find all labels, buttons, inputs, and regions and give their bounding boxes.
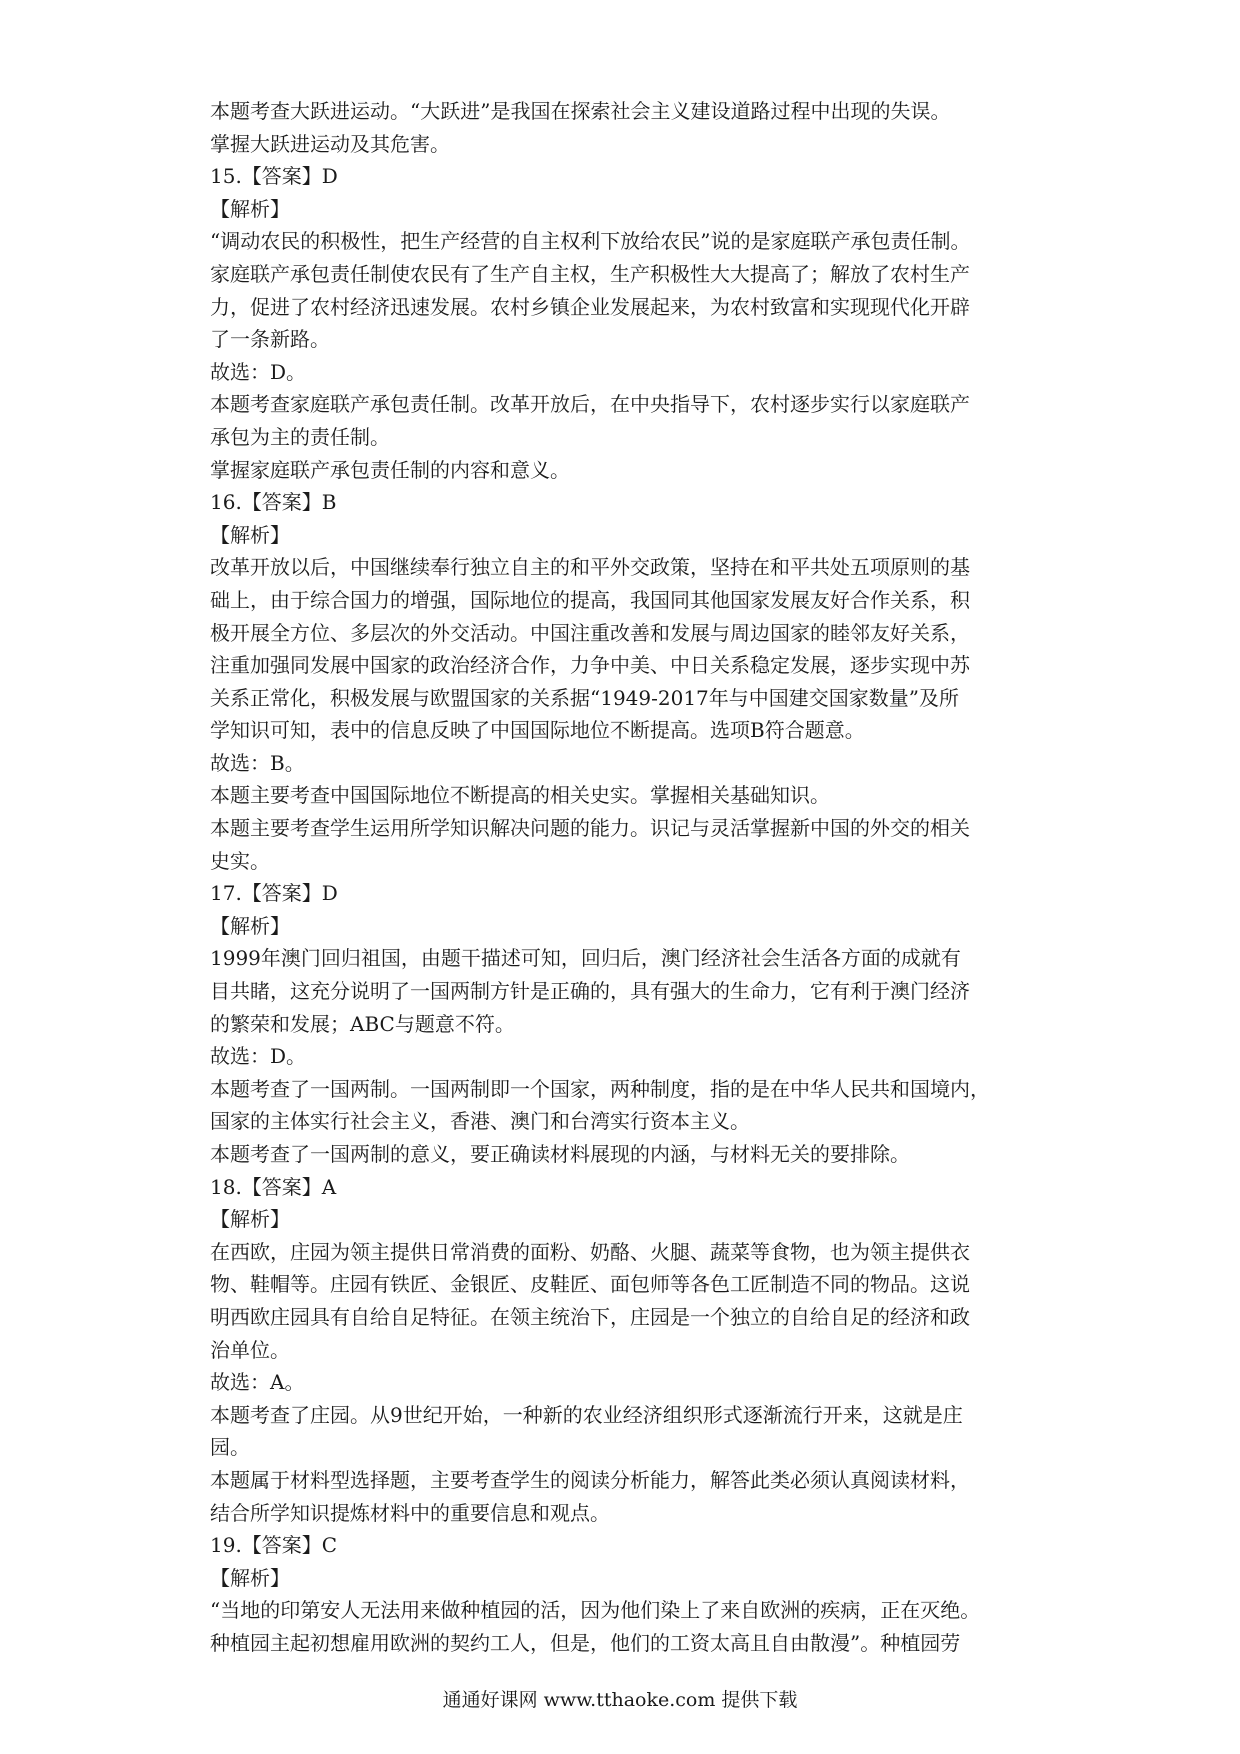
text-line: 家庭联产承包责任制使农民有了生产自主权，生产积极性大大提高了；解放了农村生产 [210,261,970,286]
text-line: 本题考查大跃进运动。“大跃进”是我国在探索社会主义建设道路过程中出现的失误。 [210,99,951,123]
text-line: “当地的印第安人无法用来做种植园的活，因为他们染上了来自欧洲的疾病，正在灭绝。 [210,1598,981,1623]
text-line: 园。 [210,1435,250,1460]
text-line: 在西欧，庄园为领主提供日常消费的面粉、奶酪、火腿、蔬菜等食物，也为领主提供衣 [210,1239,970,1264]
text-line: 本题考查家庭联产承包责任制。改革开放后，在中央指导下，农村逐步实行以家庭联产 [210,392,970,417]
text-line: 【解析】 [210,1565,290,1590]
text-line: 力，促进了农村经济迅速发展。农村乡镇企业发展起来，为农村致富和实现现代化开辟 [210,294,970,319]
text-line: 本题主要考查中国国际地位不断提高的相关史实。掌握相关基础知识。 [210,783,830,808]
text-line: 改革开放以后，中国继续奉行独立自主的和平外交政策，坚持在和平共处五项原则的基 [210,555,970,580]
text-line: 19.【答案】C [210,1533,338,1558]
text-line: 目共睹，这充分说明了一国两制方针是正确的，具有强大的生命力，它有利于澳门经济 [210,979,970,1004]
text-line: 础上，由于综合国力的增强，国际地位的提高，我国同其他国家发展友好合作关系，积 [210,587,970,612]
text-line: “调动农民的积极性，把生产经营的自主权利下放给农民”说的是家庭联产承包责任制。 [210,229,971,254]
text-line: 治单位。 [210,1337,290,1362]
text-line: 学知识可知，表中的信息反映了中国国际地位不断提高。选项B符合题意。 [210,718,865,743]
text-line: 本题考查了庄园。从9世纪开始，一种新的农业经济组织形式逐渐流行开来，这就是庄 [210,1402,963,1427]
text-line: 本题考查了一国两制的意义，要正确读材料展现的内涵，与材料无关的要排除。 [210,1142,910,1166]
text-line: 本题主要考查学生运用所学知识解决问题的能力。识记与灵活掌握新中国的外交的相关 [210,816,970,841]
text-line: 【解析】 [210,522,290,547]
text-line: 极开展全方位、多层次的外交活动。中国注重改善和发展与周边国家的睦邻友好关系， [210,620,970,645]
text-line: 本题考查了一国两制。一国两制即一个国家，两种制度，指的是在中华人民共和国境内， [210,1076,990,1101]
text-line: 的繁荣和发展；ABC与题意不符。 [210,1011,515,1036]
text-line: 故选：D。 [210,1044,307,1069]
text-line: 15.【答案】D [210,164,338,189]
text-line: 结合所学知识提炼材料中的重要信息和观点。 [210,1500,610,1525]
text-line: 故选：D。 [210,359,307,384]
text-line: 物、鞋帽等。庄园有铁匠、金银匠、皮鞋匠、面包师等各色工匠制造不同的物品。这说 [210,1272,970,1297]
text-line: 承包为主的责任制。 [210,424,390,449]
text-line: 【解析】 [210,1207,290,1232]
text-line: 国家的主体实行社会主义，香港、澳门和台湾实行资本主义。 [210,1109,750,1134]
text-line: 掌握家庭联产承包责任制的内容和意义。 [210,457,570,482]
text-line: 【解析】 [210,913,290,938]
text-line: 故选：A。 [210,1370,305,1395]
text-line: 关系正常化，积极发展与欧盟国家的关系据“1949-2017年与中国建交国家数量”及所 [210,685,960,710]
text-line: 16.【答案】B [210,490,337,515]
text-line: 史实。 [210,848,270,873]
text-line: 【解析】 [210,196,290,221]
text-line: 注重加强同发展中国家的政治经济合作，力争中美、中日关系稳定发展，逐步实现中苏 [210,653,970,678]
text-line: 18.【答案】A [210,1174,337,1199]
text-line: 了一条新路。 [210,327,330,352]
text-line: 掌握大跃进运动及其危害。 [210,131,450,156]
text-line: 1999年澳门回归祖国，由题干描述可知，回归后，澳门经济社会生活各方面的成就有 [210,946,961,971]
text-line: 种植园主起初想雇用欧洲的契约工人，但是，他们的工资太高且自由散漫”。种植园劳 [210,1630,961,1655]
text-line: 17.【答案】D [210,881,338,906]
text-line: 故选：B。 [210,750,305,775]
text-line: 本题属于材料型选择题，主要考查学生的阅读分析能力，解答此类必须认真阅读材料， [210,1467,970,1492]
document-body [210,95,1040,1660]
page-footer: 通通好课网 www.tthaoke.com 提供下载 [442,1689,798,1711]
text-line: 明西欧庄园具有自给自足特征。在领主统治下，庄园是一个独立的自给自足的经济和政 [210,1304,970,1329]
